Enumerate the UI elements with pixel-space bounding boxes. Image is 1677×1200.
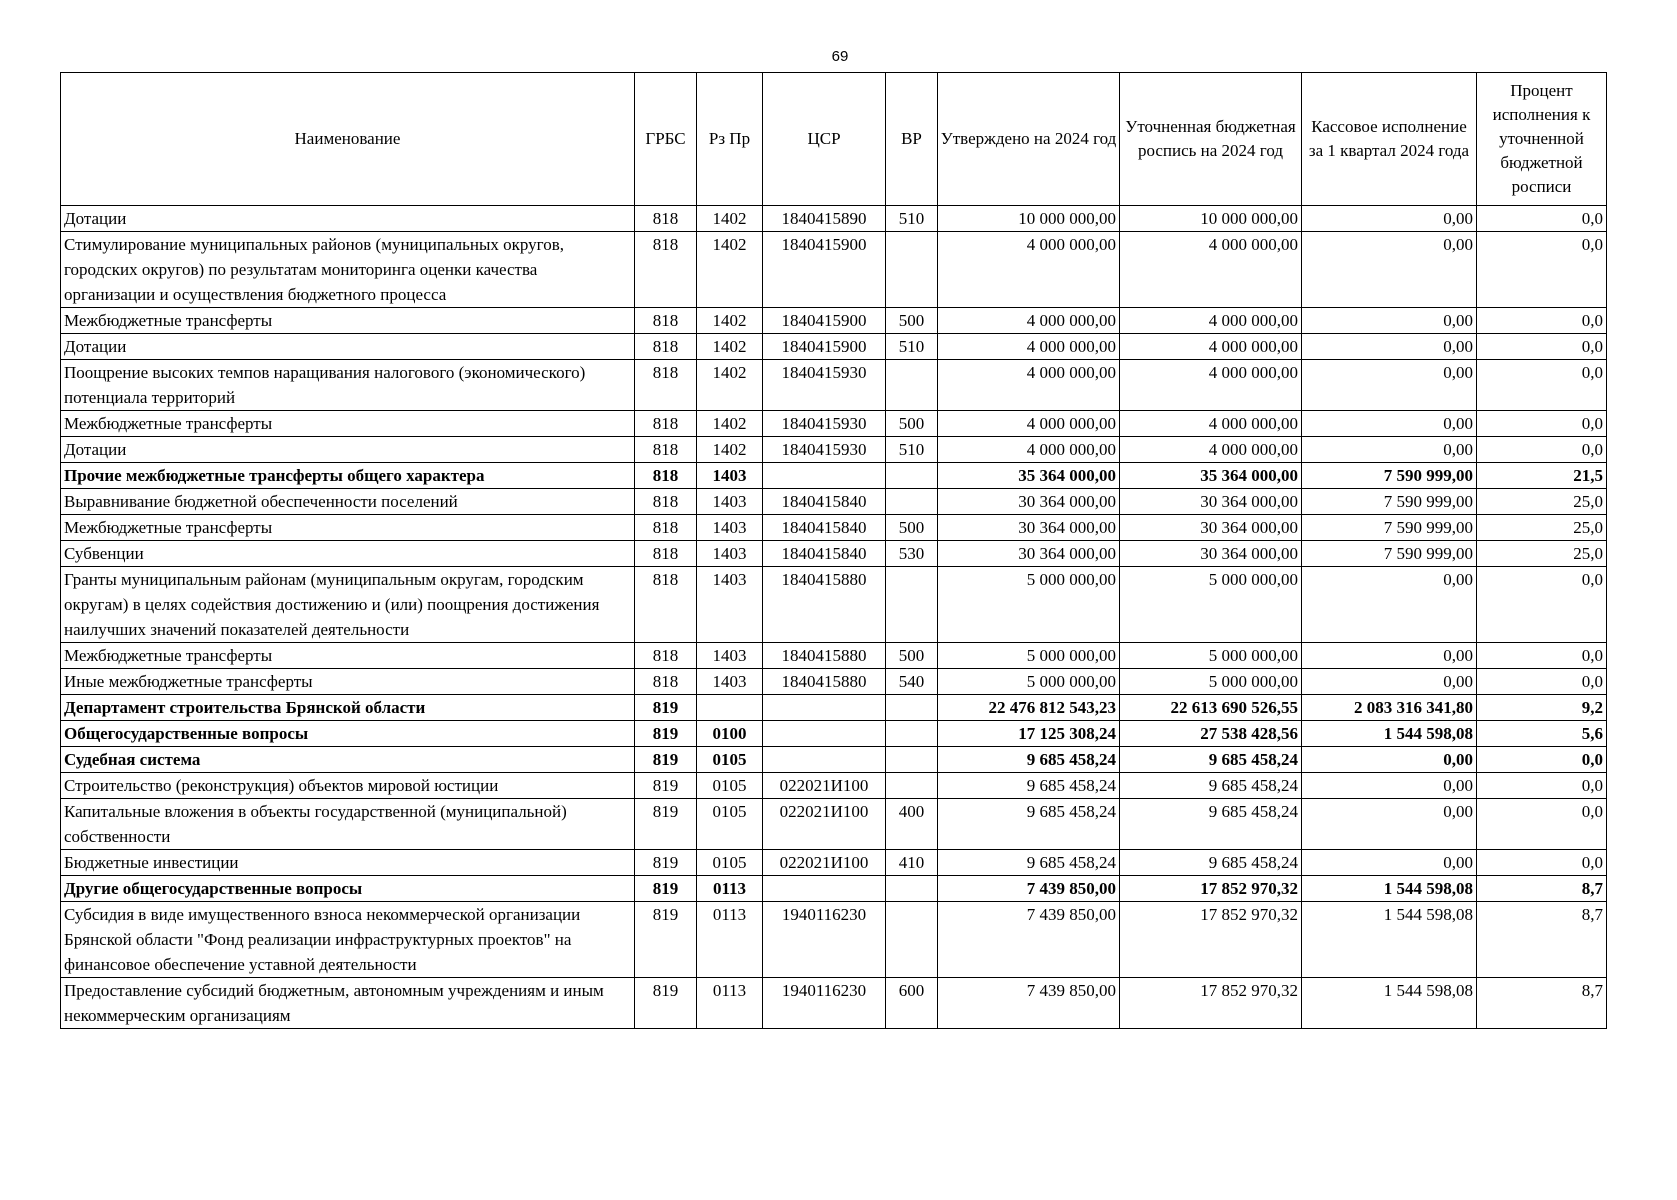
cell-cash: 0,00 bbox=[1302, 773, 1477, 799]
cell-name: Межбюджетные трансферты bbox=[61, 515, 635, 541]
cell-refined: 4 000 000,00 bbox=[1120, 334, 1302, 360]
table-header-row bbox=[61, 73, 1607, 206]
cell-refined: 10 000 000,00 bbox=[1120, 206, 1302, 232]
cell-grbs: 819 bbox=[635, 876, 697, 902]
cell-refined: 17 852 970,32 bbox=[1120, 876, 1302, 902]
cell-name: Дотации bbox=[61, 437, 635, 463]
table-row bbox=[61, 799, 1607, 850]
cell-refined: 4 000 000,00 bbox=[1120, 411, 1302, 437]
cell-grbs: 818 bbox=[635, 206, 697, 232]
table-row bbox=[61, 515, 1607, 541]
cell-approved: 9 685 458,24 bbox=[938, 747, 1120, 773]
header-rzpr: Рз Пр bbox=[697, 73, 763, 206]
cell-cash: 0,00 bbox=[1302, 799, 1477, 850]
cell-percent: 25,0 bbox=[1477, 515, 1607, 541]
table-row bbox=[61, 876, 1607, 902]
cell-cash: 1 544 598,08 bbox=[1302, 721, 1477, 747]
cell-name: Стимулирование муниципальных районов (муниципальных округов, городских округов) по результатам мониторинга оценки качества организации и осуществления бюджетного процесса bbox=[61, 232, 635, 308]
cell-vr bbox=[886, 567, 938, 643]
cell-percent: 0,0 bbox=[1477, 411, 1607, 437]
table-row bbox=[61, 308, 1607, 334]
cell-csr: 1840415840 bbox=[763, 515, 886, 541]
cell-percent: 5,6 bbox=[1477, 721, 1607, 747]
cell-vr bbox=[886, 747, 938, 773]
table-row bbox=[61, 978, 1607, 1029]
cell-percent: 25,0 bbox=[1477, 489, 1607, 515]
cell-grbs: 819 bbox=[635, 978, 697, 1029]
cell-name: Предоставление субсидий бюджетным, автономным учреждениям и иным некоммерческим организациям bbox=[61, 978, 635, 1029]
cell-csr bbox=[763, 747, 886, 773]
cell-cash: 0,00 bbox=[1302, 360, 1477, 411]
cell-name: Выравнивание бюджетной обеспеченности поселений bbox=[61, 489, 635, 515]
cell-cash: 1 544 598,08 bbox=[1302, 978, 1477, 1029]
cell-refined: 5 000 000,00 bbox=[1120, 643, 1302, 669]
table-row bbox=[61, 411, 1607, 437]
cell-name: Общегосударственные вопросы bbox=[61, 721, 635, 747]
table-row bbox=[61, 773, 1607, 799]
table-row bbox=[61, 747, 1607, 773]
cell-vr: 510 bbox=[886, 437, 938, 463]
table-row bbox=[61, 902, 1607, 978]
cell-percent: 0,0 bbox=[1477, 850, 1607, 876]
cell-approved: 30 364 000,00 bbox=[938, 489, 1120, 515]
cell-approved: 7 439 850,00 bbox=[938, 978, 1120, 1029]
header-cash: Кассовое исполнение за 1 квартал 2024 года bbox=[1302, 73, 1477, 206]
cell-vr: 530 bbox=[886, 541, 938, 567]
cell-grbs: 818 bbox=[635, 489, 697, 515]
table-row bbox=[61, 437, 1607, 463]
cell-percent: 0,0 bbox=[1477, 567, 1607, 643]
cell-vr bbox=[886, 232, 938, 308]
cell-percent: 0,0 bbox=[1477, 747, 1607, 773]
cell-refined: 4 000 000,00 bbox=[1120, 437, 1302, 463]
cell-percent: 0,0 bbox=[1477, 232, 1607, 308]
cell-approved: 5 000 000,00 bbox=[938, 669, 1120, 695]
cell-rzpr: 1403 bbox=[697, 669, 763, 695]
cell-refined: 5 000 000,00 bbox=[1120, 669, 1302, 695]
cell-name: Межбюджетные трансферты bbox=[61, 411, 635, 437]
cell-rzpr: 0113 bbox=[697, 876, 763, 902]
cell-vr bbox=[886, 463, 938, 489]
cell-csr: 022021И100 bbox=[763, 850, 886, 876]
cell-csr: 022021И100 bbox=[763, 773, 886, 799]
cell-approved: 7 439 850,00 bbox=[938, 876, 1120, 902]
cell-grbs: 818 bbox=[635, 515, 697, 541]
cell-grbs: 818 bbox=[635, 411, 697, 437]
page-number: 69 bbox=[831, 48, 849, 65]
cell-percent: 0,0 bbox=[1477, 334, 1607, 360]
cell-vr: 500 bbox=[886, 515, 938, 541]
cell-csr: 1840415930 bbox=[763, 437, 886, 463]
cell-percent: 0,0 bbox=[1477, 308, 1607, 334]
cell-grbs: 818 bbox=[635, 232, 697, 308]
cell-approved: 5 000 000,00 bbox=[938, 567, 1120, 643]
cell-csr: 1840415880 bbox=[763, 567, 886, 643]
cell-csr: 1840415900 bbox=[763, 334, 886, 360]
cell-csr bbox=[763, 695, 886, 721]
cell-csr: 1940116230 bbox=[763, 902, 886, 978]
cell-cash: 7 590 999,00 bbox=[1302, 489, 1477, 515]
cell-approved: 17 125 308,24 bbox=[938, 721, 1120, 747]
cell-grbs: 818 bbox=[635, 360, 697, 411]
cell-name: Субсидия в виде имущественного взноса некоммерческой организации Брянской области "Фонд реализации инфраструктурных проектов" на финансовое обеспечение уставной деятельности bbox=[61, 902, 635, 978]
cell-vr bbox=[886, 721, 938, 747]
table-row bbox=[61, 669, 1607, 695]
cell-name: Иные межбюджетные трансферты bbox=[61, 669, 635, 695]
cell-cash: 0,00 bbox=[1302, 308, 1477, 334]
cell-cash: 0,00 bbox=[1302, 850, 1477, 876]
cell-name: Поощрение высоких темпов наращивания налогового (экономического) потенциала территорий bbox=[61, 360, 635, 411]
cell-name: Прочие межбюджетные трансферты общего характера bbox=[61, 463, 635, 489]
cell-csr: 1840415880 bbox=[763, 643, 886, 669]
cell-refined: 30 364 000,00 bbox=[1120, 541, 1302, 567]
cell-cash: 0,00 bbox=[1302, 206, 1477, 232]
cell-vr: 410 bbox=[886, 850, 938, 876]
cell-approved: 4 000 000,00 bbox=[938, 360, 1120, 411]
cell-name: Строительство (реконструкция) объектов мировой юстиции bbox=[61, 773, 635, 799]
cell-vr: 600 bbox=[886, 978, 938, 1029]
table-row bbox=[61, 360, 1607, 411]
cell-vr bbox=[886, 360, 938, 411]
cell-grbs: 819 bbox=[635, 747, 697, 773]
cell-approved: 7 439 850,00 bbox=[938, 902, 1120, 978]
cell-approved: 35 364 000,00 bbox=[938, 463, 1120, 489]
table-row bbox=[61, 334, 1607, 360]
cell-csr bbox=[763, 876, 886, 902]
cell-name: Другие общегосударственные вопросы bbox=[61, 876, 635, 902]
cell-refined: 9 685 458,24 bbox=[1120, 747, 1302, 773]
cell-name: Департамент строительства Брянской области bbox=[61, 695, 635, 721]
cell-csr: 1840415900 bbox=[763, 232, 886, 308]
cell-rzpr: 1402 bbox=[697, 308, 763, 334]
table-row bbox=[61, 567, 1607, 643]
cell-grbs: 818 bbox=[635, 567, 697, 643]
cell-approved: 4 000 000,00 bbox=[938, 437, 1120, 463]
header-name: Наименование bbox=[61, 73, 635, 206]
cell-grbs: 819 bbox=[635, 773, 697, 799]
cell-grbs: 819 bbox=[635, 850, 697, 876]
table-row bbox=[61, 541, 1607, 567]
cell-rzpr: 0105 bbox=[697, 773, 763, 799]
cell-refined: 5 000 000,00 bbox=[1120, 567, 1302, 643]
cell-grbs: 818 bbox=[635, 541, 697, 567]
header-percent: Процент исполнения к уточненной бюджетной росписи bbox=[1477, 73, 1607, 206]
cell-rzpr: 0105 bbox=[697, 747, 763, 773]
cell-approved: 30 364 000,00 bbox=[938, 541, 1120, 567]
cell-approved: 5 000 000,00 bbox=[938, 643, 1120, 669]
cell-grbs: 818 bbox=[635, 308, 697, 334]
cell-percent: 8,7 bbox=[1477, 902, 1607, 978]
cell-vr: 510 bbox=[886, 206, 938, 232]
cell-name: Бюджетные инвестиции bbox=[61, 850, 635, 876]
cell-csr: 022021И100 bbox=[763, 799, 886, 850]
cell-name: Судебная система bbox=[61, 747, 635, 773]
header-approved: Утверждено на 2024 год bbox=[938, 73, 1120, 206]
cell-grbs: 818 bbox=[635, 643, 697, 669]
cell-cash: 0,00 bbox=[1302, 643, 1477, 669]
table-row bbox=[61, 232, 1607, 308]
cell-rzpr: 0113 bbox=[697, 902, 763, 978]
cell-vr bbox=[886, 902, 938, 978]
cell-vr bbox=[886, 876, 938, 902]
cell-grbs: 819 bbox=[635, 902, 697, 978]
cell-name: Дотации bbox=[61, 334, 635, 360]
table-row bbox=[61, 206, 1607, 232]
cell-approved: 9 685 458,24 bbox=[938, 850, 1120, 876]
cell-name: Гранты муниципальным районам (муниципальным округам, городским округам) в целях содействия достижению и (или) поощрения достижения наилучших значений показателей деятельности bbox=[61, 567, 635, 643]
cell-rzpr: 1403 bbox=[697, 643, 763, 669]
table-row bbox=[61, 463, 1607, 489]
header-csr: ЦСР bbox=[763, 73, 886, 206]
cell-refined: 22 613 690 526,55 bbox=[1120, 695, 1302, 721]
cell-refined: 4 000 000,00 bbox=[1120, 360, 1302, 411]
cell-refined: 9 685 458,24 bbox=[1120, 799, 1302, 850]
cell-name: Дотации bbox=[61, 206, 635, 232]
cell-cash: 0,00 bbox=[1302, 747, 1477, 773]
cell-vr: 540 bbox=[886, 669, 938, 695]
cell-percent: 0,0 bbox=[1477, 643, 1607, 669]
header-grbs: ГРБС bbox=[635, 73, 697, 206]
cell-rzpr: 1403 bbox=[697, 463, 763, 489]
cell-vr bbox=[886, 773, 938, 799]
cell-csr: 1840415930 bbox=[763, 360, 886, 411]
cell-percent: 0,0 bbox=[1477, 799, 1607, 850]
cell-refined: 9 685 458,24 bbox=[1120, 850, 1302, 876]
cell-grbs: 818 bbox=[635, 463, 697, 489]
cell-percent: 21,5 bbox=[1477, 463, 1607, 489]
cell-csr: 1840415840 bbox=[763, 541, 886, 567]
cell-refined: 30 364 000,00 bbox=[1120, 489, 1302, 515]
cell-rzpr: 1402 bbox=[697, 437, 763, 463]
cell-rzpr: 1403 bbox=[697, 541, 763, 567]
cell-name: Капитальные вложения в объекты государственной (муниципальной) собственности bbox=[61, 799, 635, 850]
table-row bbox=[61, 721, 1607, 747]
cell-name: Межбюджетные трансферты bbox=[61, 643, 635, 669]
cell-grbs: 818 bbox=[635, 334, 697, 360]
cell-percent: 25,0 bbox=[1477, 541, 1607, 567]
cell-csr bbox=[763, 463, 886, 489]
cell-csr: 1840415880 bbox=[763, 669, 886, 695]
cell-approved: 4 000 000,00 bbox=[938, 334, 1120, 360]
table-row bbox=[61, 850, 1607, 876]
cell-percent: 8,7 bbox=[1477, 978, 1607, 1029]
cell-approved: 22 476 812 543,23 bbox=[938, 695, 1120, 721]
cell-csr: 1940116230 bbox=[763, 978, 886, 1029]
cell-approved: 9 685 458,24 bbox=[938, 773, 1120, 799]
cell-percent: 0,0 bbox=[1477, 437, 1607, 463]
cell-refined: 4 000 000,00 bbox=[1120, 308, 1302, 334]
cell-percent: 0,0 bbox=[1477, 773, 1607, 799]
cell-cash: 7 590 999,00 bbox=[1302, 541, 1477, 567]
cell-name: Межбюджетные трансферты bbox=[61, 308, 635, 334]
budget-table bbox=[60, 72, 1607, 1029]
cell-csr: 1840415890 bbox=[763, 206, 886, 232]
cell-vr bbox=[886, 695, 938, 721]
cell-csr: 1840415900 bbox=[763, 308, 886, 334]
cell-rzpr: 1402 bbox=[697, 206, 763, 232]
cell-rzpr: 1403 bbox=[697, 489, 763, 515]
cell-vr: 500 bbox=[886, 308, 938, 334]
cell-cash: 1 544 598,08 bbox=[1302, 876, 1477, 902]
cell-cash: 0,00 bbox=[1302, 437, 1477, 463]
cell-rzpr: 1403 bbox=[697, 515, 763, 541]
cell-grbs: 819 bbox=[635, 721, 697, 747]
cell-refined: 30 364 000,00 bbox=[1120, 515, 1302, 541]
cell-approved: 10 000 000,00 bbox=[938, 206, 1120, 232]
cell-approved: 30 364 000,00 bbox=[938, 515, 1120, 541]
cell-rzpr: 0105 bbox=[697, 799, 763, 850]
cell-vr: 510 bbox=[886, 334, 938, 360]
cell-grbs: 819 bbox=[635, 695, 697, 721]
cell-rzpr: 1402 bbox=[697, 334, 763, 360]
cell-name: Субвенции bbox=[61, 541, 635, 567]
cell-refined: 9 685 458,24 bbox=[1120, 773, 1302, 799]
cell-csr bbox=[763, 721, 886, 747]
cell-approved: 4 000 000,00 bbox=[938, 411, 1120, 437]
cell-refined: 17 852 970,32 bbox=[1120, 978, 1302, 1029]
cell-approved: 9 685 458,24 bbox=[938, 799, 1120, 850]
table-body bbox=[61, 206, 1607, 1029]
cell-cash: 0,00 bbox=[1302, 232, 1477, 308]
cell-refined: 4 000 000,00 bbox=[1120, 232, 1302, 308]
cell-approved: 4 000 000,00 bbox=[938, 232, 1120, 308]
cell-rzpr: 0100 bbox=[697, 721, 763, 747]
cell-percent: 8,7 bbox=[1477, 876, 1607, 902]
cell-cash: 0,00 bbox=[1302, 411, 1477, 437]
cell-vr bbox=[886, 489, 938, 515]
cell-refined: 27 538 428,56 bbox=[1120, 721, 1302, 747]
cell-rzpr: 1403 bbox=[697, 567, 763, 643]
cell-percent: 0,0 bbox=[1477, 669, 1607, 695]
cell-vr: 500 bbox=[886, 411, 938, 437]
cell-refined: 17 852 970,32 bbox=[1120, 902, 1302, 978]
cell-rzpr: 1402 bbox=[697, 360, 763, 411]
cell-csr: 1840415840 bbox=[763, 489, 886, 515]
cell-cash: 7 590 999,00 bbox=[1302, 515, 1477, 541]
cell-approved: 4 000 000,00 bbox=[938, 308, 1120, 334]
cell-csr: 1840415930 bbox=[763, 411, 886, 437]
cell-percent: 9,2 bbox=[1477, 695, 1607, 721]
cell-percent: 0,0 bbox=[1477, 360, 1607, 411]
cell-cash: 7 590 999,00 bbox=[1302, 463, 1477, 489]
cell-refined: 35 364 000,00 bbox=[1120, 463, 1302, 489]
table-row bbox=[61, 489, 1607, 515]
table-row bbox=[61, 695, 1607, 721]
cell-percent: 0,0 bbox=[1477, 206, 1607, 232]
cell-vr: 400 bbox=[886, 799, 938, 850]
header-refined: Уточненная бюджетная роспись на 2024 год bbox=[1120, 73, 1302, 206]
cell-grbs: 819 bbox=[635, 799, 697, 850]
cell-cash: 0,00 bbox=[1302, 567, 1477, 643]
cell-cash: 2 083 316 341,80 bbox=[1302, 695, 1477, 721]
cell-rzpr bbox=[697, 695, 763, 721]
table-row bbox=[61, 643, 1607, 669]
cell-grbs: 818 bbox=[635, 437, 697, 463]
cell-cash: 0,00 bbox=[1302, 334, 1477, 360]
cell-rzpr: 1402 bbox=[697, 232, 763, 308]
cell-cash: 1 544 598,08 bbox=[1302, 902, 1477, 978]
cell-vr: 500 bbox=[886, 643, 938, 669]
header-vr: ВР bbox=[886, 73, 938, 206]
cell-rzpr: 1402 bbox=[697, 411, 763, 437]
cell-rzpr: 0105 bbox=[697, 850, 763, 876]
cell-rzpr: 0113 bbox=[697, 978, 763, 1029]
cell-grbs: 818 bbox=[635, 669, 697, 695]
cell-cash: 0,00 bbox=[1302, 669, 1477, 695]
